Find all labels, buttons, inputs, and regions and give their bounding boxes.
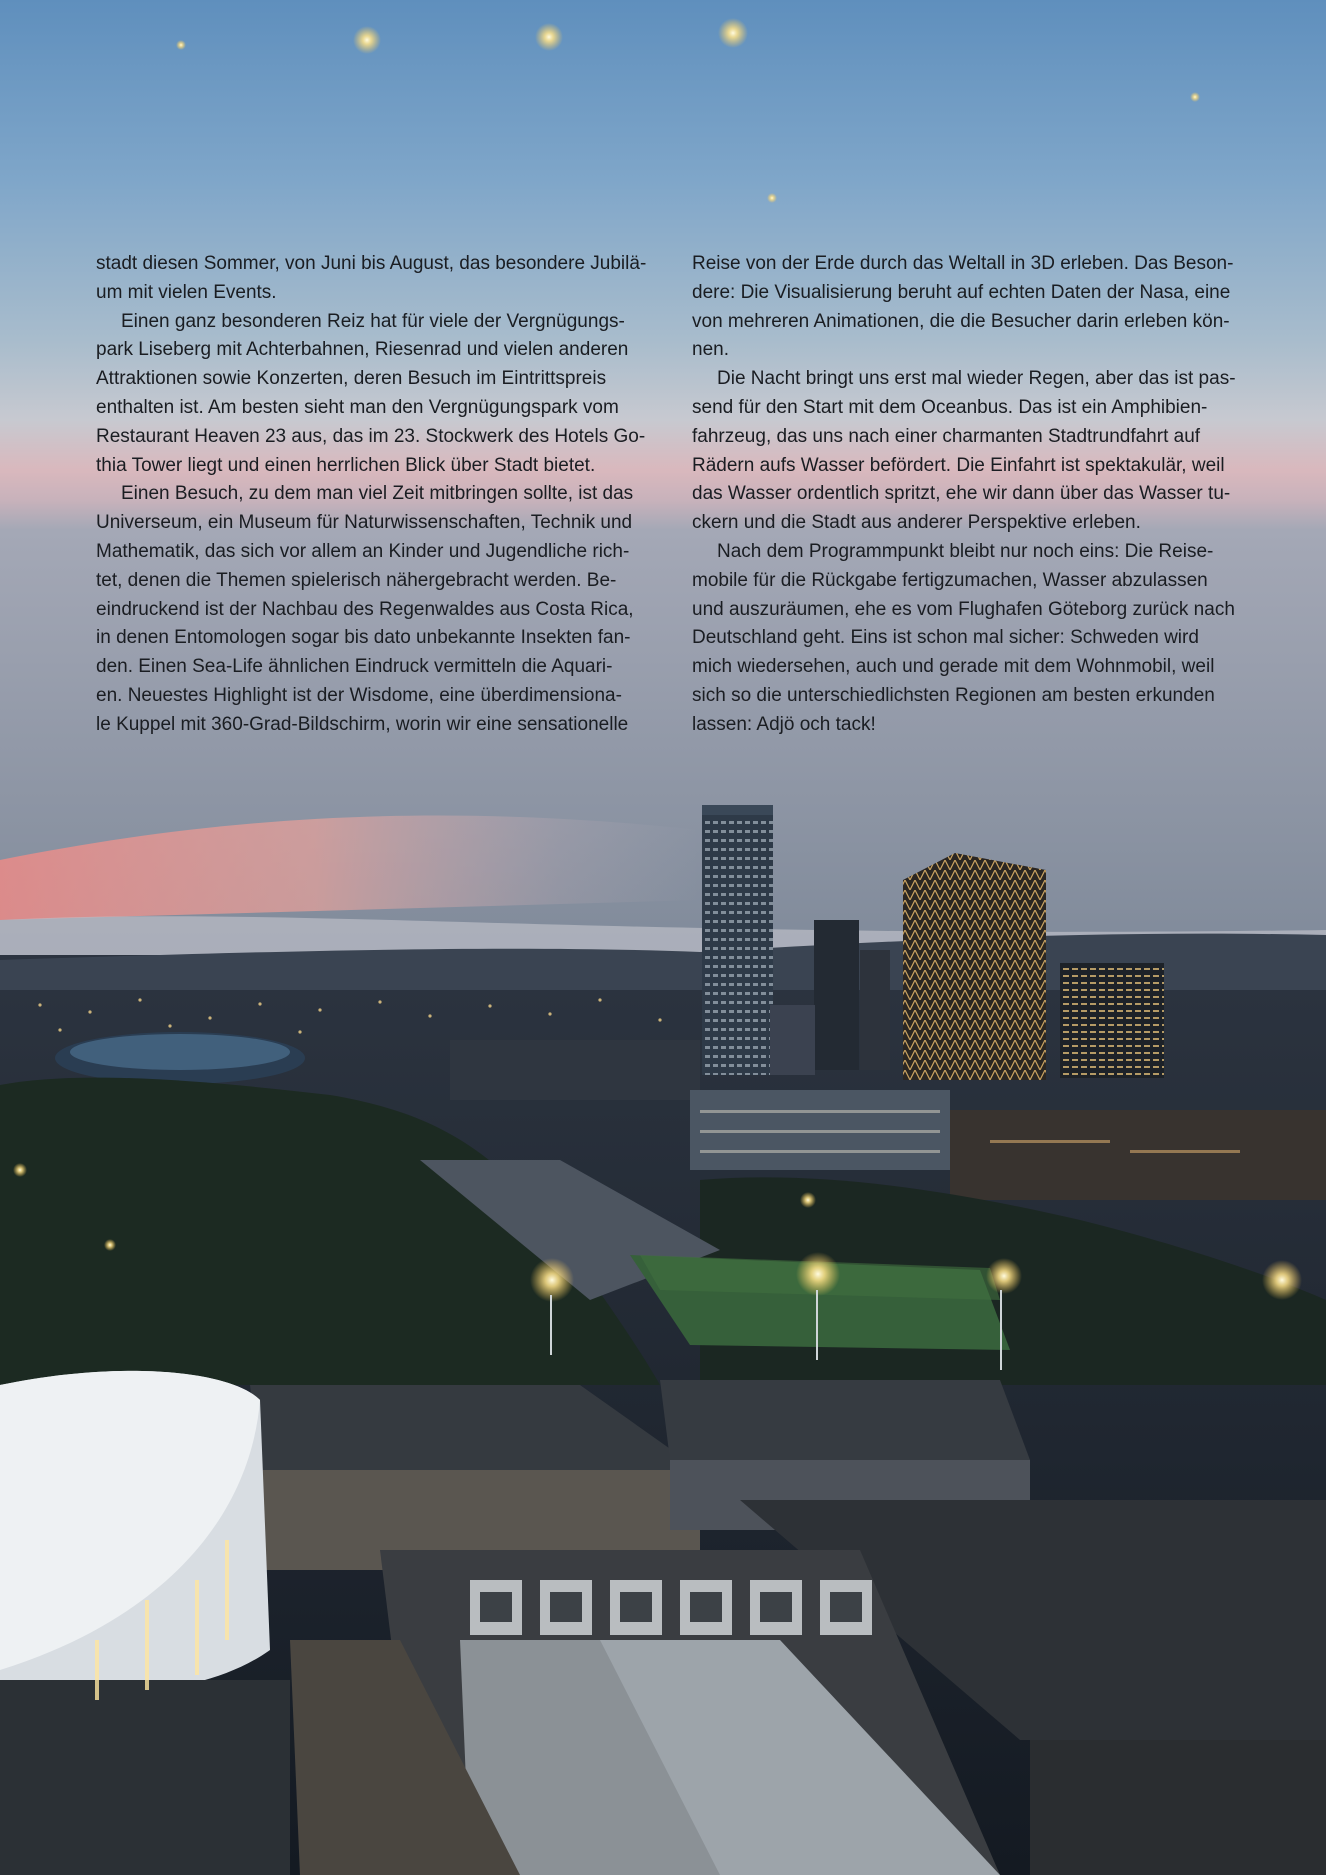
paragraph: Die Nacht bringt uns erst mal wieder Regen, aber das ist pas- send für den Start mit dem Oceanbus. Das ist ein Amphibien- fahrzeug, das uns nach einer charmanten Stadtrundfahrt auf Rädern aufs Wasser befördert. Die Einfahrt ist spektakulär, weil das Wasser ordentlich spritzt, ehe wir dann über das Wasser tu- ckern und die Stadt aus anderer Perspektive erleben. xyxy=(692,368,1236,534)
article-column-left xyxy=(96,250,661,740)
paragraph: stadt diesen Sommer, von Juni bis August, das besondere Jubilä- um mit vielen Events. xyxy=(96,253,647,303)
lit-tower xyxy=(903,853,1046,1080)
paragraph: Reise von der Erde durch das Weltall in 3D erleben. Das Beson- dere: Die Visualisierung beruht auf echten Daten der Nasa, eine von mehreren Animationen, die die Besucher darin erleben kön- nen. xyxy=(692,253,1234,361)
paragraph: Nach dem Programmpunkt bleibt nur noch eins: Die Reise- mobile für die Rückgabe fertigzumachen, Wasser abzulassen und auszuräumen, ehe es vom Flughafen Göteborg zurück nach Deutschland geht. Eins ist schon mal sicher: Schweden wird mich wiedersehen, auch und gerade mit dem Wohnmobil, weil sich so die unterschiedlichsten Regionen am besten erkunden lassen: Adjö och tack! xyxy=(692,540,1235,735)
gothia-tower xyxy=(702,805,773,1075)
article-column-right xyxy=(692,250,1257,740)
paragraph: Einen Besuch, zu dem man viel Zeit mitbringen sollte, ist das Universeum, ein Museum für Naturwissenschaften, Technik und Mathematik, das sich vor allem an Kinder und Jugendliche rich- tet, denen die Themen spielerisch nähergebracht werden. Be- eindruckend ist der Nachbau des Regenwaldes aus Costa Rica, in denen Entomologen sogar bis dato unbekannte Insekten fan- den. Einen Sea-Life ähnlichen Eindruck vermitteln die Aquari- en. Neuestes Highlight ist der Wisdome, eine überdimensiona- le Kuppel mit 360-Grad-Bildschirm, worin wir eine sensationelle xyxy=(96,483,634,735)
paragraph: Einen ganz besonderen Reiz hat für viele der Vergnügungs- park Liseberg mit Achterbahnen, Riesenrad und vielen anderen Attraktionen sowie Konzerten, deren Besuch im Eintrittspreis enthalten ist. Am besten sieht man den Vergnügungspark vom Restaurant Heaven 23 aus, das im 23. Stockwerk des Hotels Go- thia Tower liegt und einen herrlichen Blick über Stadt bietet. xyxy=(96,310,646,476)
